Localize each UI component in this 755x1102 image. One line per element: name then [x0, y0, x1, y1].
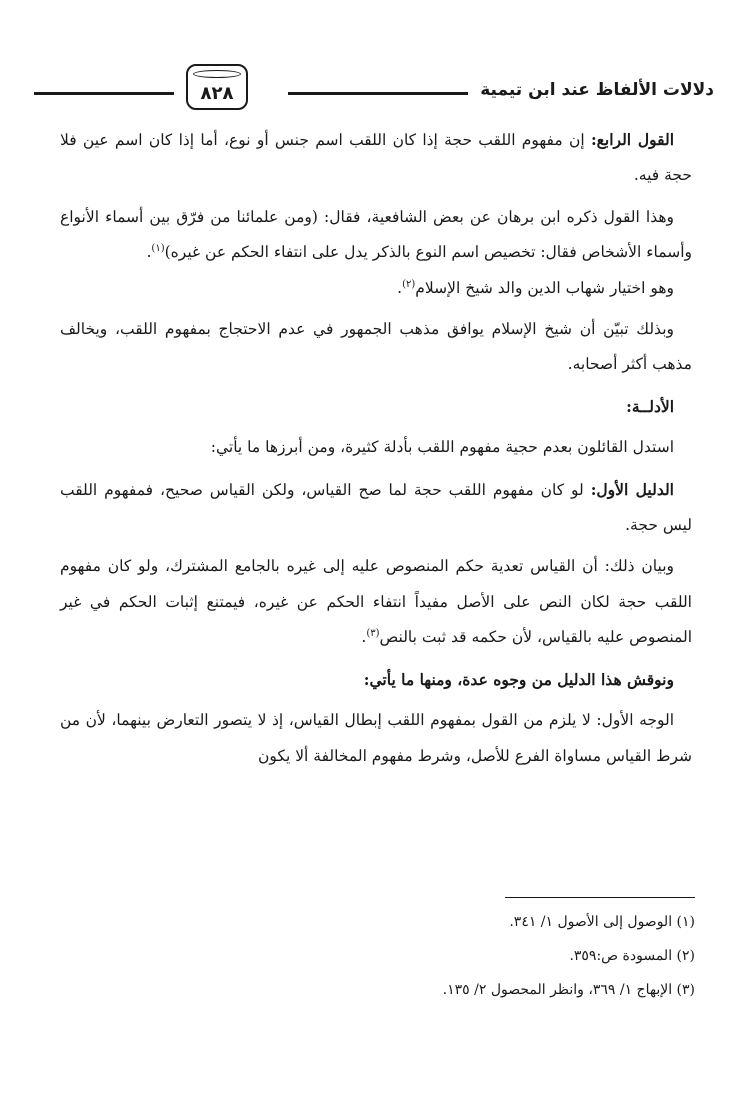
paragraph-text: وبذلك تبيّن أن شيخ الإسلام يوافق مذهب الجمهور في عدم الاحتجاج بمفهوم اللقب، ويخالف مذهب أكثر أصحابه. [60, 320, 692, 374]
footnote-ref: (٣) [366, 628, 380, 640]
paragraph-text: لو كان مفهوم اللقب حجة لما صح القياس، ولكن القياس صحيح، فمفهوم اللقب ليس حجة. [60, 480, 692, 535]
page-number-badge [186, 64, 248, 110]
paragraph: وهذا القول ذكره ابن برهان عن بعض الشافعية، فقال: (ومن علمائنا من فرّق بين أسماء الأنواع وأسماء الأشخاص فقال: تخصيص اسم النوع بالذكر يدل على انتفاء الحكم عن غيره)$^{(١)}$. [60, 207, 692, 262]
paragraph-text: وهو اختيار شهاب الدين والد شيخ الإسلام [415, 278, 674, 297]
footnotes [63, 905, 695, 1007]
paragraph-text: إن مفهوم اللقب حجة إذا كان اللقب اسم جنس أو نوع، أما إذا كان اسم عين فلا حجة فيه. [60, 131, 692, 185]
paragraph [60, 703, 692, 774]
running-title: دلالات الألفاظ عند ابن تيمية [480, 80, 714, 100]
footnote: (١) الوصول إلى الأصول ١/ ٣٤١. [509, 914, 695, 930]
paragraph: وبيان ذلك: أن القياس تعدية حكم المنصوص عليه إلى غيره بالجامع المشترك، ولو كان مفهوم اللقب حجة لكان النص على الأصل مفيداً انتفاء الحكم عن غيره، فيمتنع إثبات الحكم في غير المنصوص عليه بالقياس، لأن حكمه قد ثبت بالنص$^{(٣)}$. [60, 557, 692, 647]
paragraph-text: الوجه الأول: لا يلزم من القول بمفهوم اللقب إبطال القياس، إذ لا يتصور التعارض بينهما، لأن من شرط القياس مساواة الفرع للأصل، وشرط مفهوم المخالفة ألا يكون [60, 711, 692, 765]
page-header [34, 60, 714, 118]
section-heading: الأدلــة: [626, 396, 674, 416]
paragraph [60, 472, 692, 544]
paragraph [60, 430, 692, 465]
footnote-ref: (٢) [402, 278, 416, 290]
footnote-separator [505, 897, 695, 898]
paragraph-label: الدليل الأول: [590, 479, 674, 499]
paragraph [60, 122, 692, 194]
main-text [60, 122, 692, 774]
header-rule [288, 92, 468, 95]
paragraph [60, 662, 692, 697]
paragraph: وهو اختيار شهاب الدين والد شيخ الإسلام$^{(٢)}$. [397, 278, 674, 297]
page-number: ٨٢٨ [200, 83, 234, 104]
paragraph-label: القول الرابع: [590, 130, 674, 149]
footnote: (٢) المسودة ص:٣٥٩. [569, 948, 695, 964]
paragraph-text: وبيان ذلك: أن القياس تعدية حكم المنصوص عليه إلى غيره بالجامع المشترك، ولو كان مفهوم اللقب حجة لكان النص على الأصل مفيداً انتفاء الحكم عن غيره، فيمتنع إثبات الحكم في غير المنصوص عليه بالقياس، لأن حكمه قد ثبت بالنص [60, 557, 692, 647]
footnote: (٣) الإبهاج ١/ ٣٦٩، وانظر المحصول ٢/ ١٣٥. [442, 982, 695, 998]
paragraph-text: ونوقش هذا الدليل من وجوه عدة، ومنها ما يأتي: [363, 669, 674, 689]
footnote-ref: (١) [151, 243, 165, 255]
paragraph-text: استدل القائلون بعدم حجية مفهوم اللقب بأدلة كثيرة، ومن أبرزها ما يأتي: [210, 438, 674, 457]
paragraph [60, 312, 692, 383]
header-rule [34, 92, 174, 95]
paragraph-text: وهذا القول ذكره ابن برهان عن بعض الشافعية، فقال: (ومن علمائنا من فرّق بين أسماء الأنواع وأسماء الأشخاص فقال: تخصيص اسم النوع بالذكر يدل على انتفاء الحكم عن غيره) [60, 207, 692, 262]
